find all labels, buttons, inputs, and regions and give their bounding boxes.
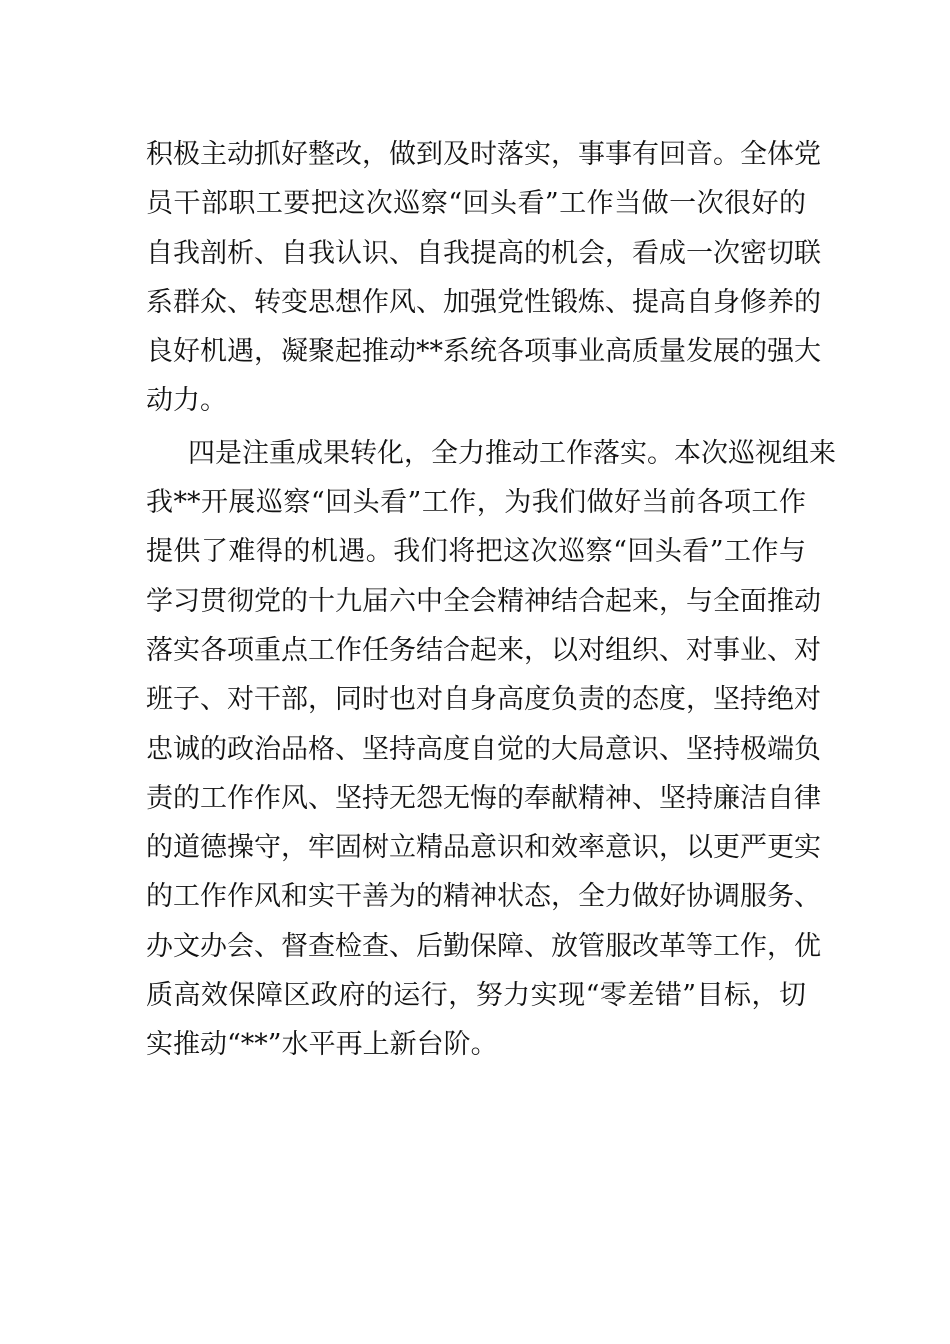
text-line: 四是注重成果转化，全力推动工作落实。本次巡视组来	[188, 437, 836, 469]
text-line: 积极主动抓好整改，做到及时落实，事事有回音。全体党	[146, 139, 821, 170]
text-line: 实推动“**”水平再上新台阶。	[146, 1029, 498, 1061]
text-line: 系群众、转变思想作风、加强党性锻炼、提高自身修养的	[146, 286, 821, 318]
text-line: 我**开展巡察“回头看”工作，为我们做好当前各项工作	[146, 487, 806, 519]
document-body	[146, 130, 836, 1070]
text-line: 忠诚的政治品格、坚持高度自觉的大局意识、坚持极端负	[146, 733, 821, 765]
text-line: 班子、对干部，同时也对自身高度负责的态度，坚持绝对	[146, 684, 821, 716]
text-line: 自我剖析、自我认识、自我提高的机会，看成一次密切联	[146, 237, 821, 269]
paragraph-2	[146, 429, 836, 1070]
paragraph-1	[146, 130, 821, 426]
text-line: 良好机遇，凝聚起推动**系统各项事业高质量发展的强大	[146, 336, 821, 368]
text-line: 办文办会、督查检查、后勤保障、放管服改革等工作，优	[146, 930, 821, 962]
text-line: 的工作作风和实干善为的精神状态，全力做好协调服务、	[146, 881, 821, 913]
text-line: 员干部职工要把这次巡察“回头看”工作当做一次很好的	[146, 188, 806, 220]
text-line: 落实各项重点工作任务结合起来，以对组织、对事业、对	[146, 634, 821, 666]
text-line: 质高效保障区政府的运行，努力实现“零差错”目标，切	[146, 980, 806, 1012]
text-line: 责的工作作风、坚持无怨无悔的奉献精神、坚持廉洁自律	[146, 782, 821, 814]
text-line: 提供了难得的机遇。我们将把这次巡察“回头看”工作与	[146, 536, 806, 568]
text-line: 的道德操守，牢固树立精品意识和效率意识，以更严更实	[146, 832, 821, 864]
text-line: 学习贯彻党的十九届六中全会精神结合起来，与全面推动	[146, 585, 821, 617]
text-line: 动力。	[146, 385, 227, 417]
